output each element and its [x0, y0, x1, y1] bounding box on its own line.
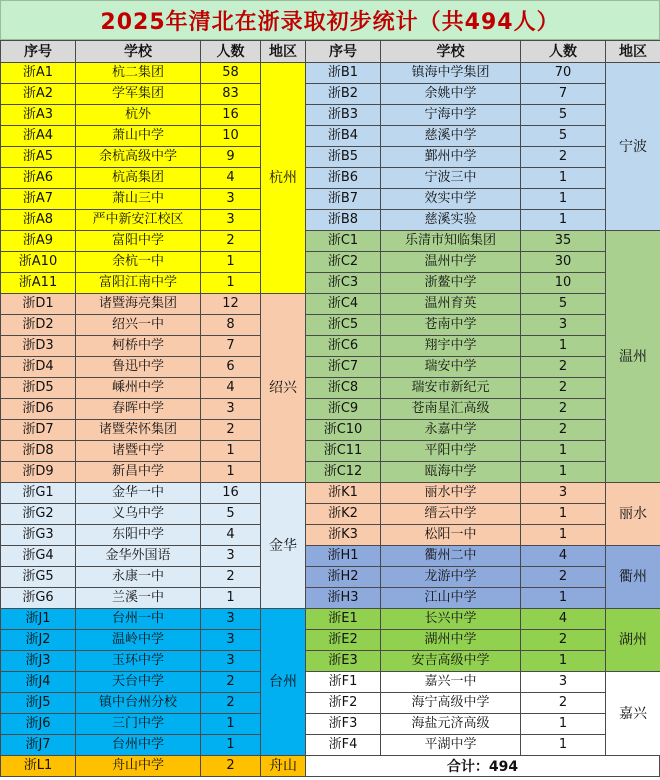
- seq-cell: 浙A7: [1, 189, 76, 210]
- count-cell: 3: [201, 189, 261, 210]
- seq-cell: 浙C9: [306, 399, 381, 420]
- seq-cell: 浙A5: [1, 147, 76, 168]
- school-cell: 春晖中学: [76, 399, 201, 420]
- count-cell: 5: [521, 105, 606, 126]
- table-row: [1, 399, 306, 420]
- school-cell: 柯桥中学: [76, 336, 201, 357]
- count-cell: 4: [201, 378, 261, 399]
- count-cell: 16: [201, 483, 261, 504]
- school-cell: 平湖中学: [381, 735, 521, 756]
- school-cell: 翔宇中学: [381, 336, 521, 357]
- school-cell: 诸暨中学: [76, 441, 201, 462]
- count-cell: 2: [521, 693, 606, 714]
- seq-cell: 浙B5: [306, 147, 381, 168]
- count-cell: 5: [521, 126, 606, 147]
- school-cell: 温州育英: [381, 294, 521, 315]
- school-cell: 严中新安江校区: [76, 210, 201, 231]
- count-cell: 2: [521, 630, 606, 651]
- school-cell: 玉环中学: [76, 651, 201, 672]
- school-cell: 余杭高级中学: [76, 147, 201, 168]
- school-cell: 慈溪实验: [381, 210, 521, 231]
- seq-cell: 浙G5: [1, 567, 76, 588]
- region-cell: 台州: [261, 609, 306, 756]
- seq-cell: 浙C4: [306, 294, 381, 315]
- school-cell: 嘉兴一中: [381, 672, 521, 693]
- table-row: [1, 714, 306, 735]
- table-row: [1, 420, 306, 441]
- seq-cell: 浙G4: [1, 546, 76, 567]
- seq-cell: 浙J2: [1, 630, 76, 651]
- school-cell: 慈溪中学: [381, 126, 521, 147]
- count-cell: 3: [521, 672, 606, 693]
- table-row: [1, 546, 306, 567]
- seq-cell: 浙F2: [306, 693, 381, 714]
- seq-cell: 浙D9: [1, 462, 76, 483]
- school-cell: 学军集团: [76, 84, 201, 105]
- table-row: [1, 231, 306, 252]
- table-row: [1, 84, 306, 105]
- region-cell: 温州: [606, 231, 660, 483]
- table-row: [1, 630, 306, 651]
- school-cell: 平阳中学: [381, 441, 521, 462]
- seq-cell: 浙D6: [1, 399, 76, 420]
- school-cell: 杭高集团: [76, 168, 201, 189]
- seq-cell: 浙A10: [1, 252, 76, 273]
- table-row: [1, 756, 306, 777]
- table-row: [1, 147, 306, 168]
- count-cell: 5: [521, 294, 606, 315]
- left-header-row: [1, 41, 306, 63]
- school-cell: 天台中学: [76, 672, 201, 693]
- table-row: [1, 168, 306, 189]
- region-cell: 金华: [261, 483, 306, 609]
- count-cell: 1: [521, 588, 606, 609]
- school-cell: 海宁高级中学: [381, 693, 521, 714]
- table-row: [1, 693, 306, 714]
- count-cell: 70: [521, 63, 606, 84]
- school-cell: 杭二集团: [76, 63, 201, 84]
- seq-cell: 浙J5: [1, 693, 76, 714]
- table-row: [1, 672, 306, 693]
- count-cell: 1: [201, 462, 261, 483]
- count-cell: 2: [521, 420, 606, 441]
- school-cell: 苍南中学: [381, 315, 521, 336]
- region-cell: 衢州: [606, 546, 660, 609]
- school-cell: 金华一中: [76, 483, 201, 504]
- seq-cell: 浙A3: [1, 105, 76, 126]
- count-cell: 2: [201, 756, 261, 777]
- seq-cell: 浙F3: [306, 714, 381, 735]
- table-row: [306, 672, 660, 693]
- count-cell: 2: [521, 399, 606, 420]
- seq-cell: 浙G6: [1, 588, 76, 609]
- count-cell: 1: [201, 273, 261, 294]
- table-row: [1, 336, 306, 357]
- table-row: [1, 462, 306, 483]
- school-cell: 诸暨荣怀集团: [76, 420, 201, 441]
- count-cell: 3: [201, 609, 261, 630]
- seq-cell: 浙B6: [306, 168, 381, 189]
- table-row: [1, 735, 306, 756]
- count-cell: 1: [521, 441, 606, 462]
- right-header-row: [306, 41, 660, 63]
- seq-cell: 浙H3: [306, 588, 381, 609]
- table-row: [1, 504, 306, 525]
- seq-cell: 浙A1: [1, 63, 76, 84]
- seq-cell: 浙B2: [306, 84, 381, 105]
- school-cell: 兰溪一中: [76, 588, 201, 609]
- table-row: [1, 525, 306, 546]
- count-cell: 2: [521, 357, 606, 378]
- table-row: [1, 105, 306, 126]
- seq-cell: 浙D8: [1, 441, 76, 462]
- seq-cell: 浙G1: [1, 483, 76, 504]
- seq-cell: 浙J3: [1, 651, 76, 672]
- school-cell: 台州中学: [76, 735, 201, 756]
- seq-cell: 浙B7: [306, 189, 381, 210]
- count-cell: 3: [201, 210, 261, 231]
- count-cell: 12: [201, 294, 261, 315]
- count-cell: 1: [521, 210, 606, 231]
- school-cell: 镇中台州分校: [76, 693, 201, 714]
- count-cell: 1: [521, 714, 606, 735]
- count-cell: 3: [201, 651, 261, 672]
- school-cell: 义乌中学: [76, 504, 201, 525]
- school-cell: 宁海中学: [381, 105, 521, 126]
- region-cell: 丽水: [606, 483, 660, 546]
- school-cell: 乐清市知临集团: [381, 231, 521, 252]
- seq-cell: 浙D7: [1, 420, 76, 441]
- school-cell: 江山中学: [381, 588, 521, 609]
- table-row: [306, 63, 660, 84]
- seq-cell: 浙D5: [1, 378, 76, 399]
- count-cell: 3: [201, 399, 261, 420]
- count-cell: 5: [201, 504, 261, 525]
- table-row: [306, 231, 660, 252]
- school-cell: 鲁迅中学: [76, 357, 201, 378]
- count-cell: 1: [201, 588, 261, 609]
- school-cell: 温州中学: [381, 252, 521, 273]
- school-cell: 嵊州中学: [76, 378, 201, 399]
- school-cell: 永康一中: [76, 567, 201, 588]
- count-cell: 2: [521, 147, 606, 168]
- table-row: [1, 63, 306, 84]
- school-cell: 萧山中学: [76, 126, 201, 147]
- count-cell: 2: [521, 378, 606, 399]
- school-cell: 效实中学: [381, 189, 521, 210]
- count-cell: 30: [521, 252, 606, 273]
- seq-cell: 浙A4: [1, 126, 76, 147]
- header-seq: 序号: [306, 41, 381, 63]
- count-cell: 1: [521, 462, 606, 483]
- count-cell: 3: [521, 483, 606, 504]
- count-cell: 3: [201, 630, 261, 651]
- seq-cell: 浙F1: [306, 672, 381, 693]
- school-cell: 衢州二中: [381, 546, 521, 567]
- school-cell: 松阳一中: [381, 525, 521, 546]
- school-cell: 缙云中学: [381, 504, 521, 525]
- count-cell: 1: [521, 504, 606, 525]
- region-cell: 嘉兴: [606, 672, 660, 756]
- table-row: [306, 483, 660, 504]
- count-cell: 1: [521, 168, 606, 189]
- count-cell: 2: [201, 231, 261, 252]
- count-cell: 1: [521, 336, 606, 357]
- school-cell: 安吉高级中学: [381, 651, 521, 672]
- school-cell: 瑞安中学: [381, 357, 521, 378]
- school-cell: 台州一中: [76, 609, 201, 630]
- count-cell: 83: [201, 84, 261, 105]
- table-row: [1, 588, 306, 609]
- school-cell: 苍南星汇高级: [381, 399, 521, 420]
- seq-cell: 浙E2: [306, 630, 381, 651]
- seq-cell: 浙C7: [306, 357, 381, 378]
- school-cell: 丽水中学: [381, 483, 521, 504]
- seq-cell: 浙B8: [306, 210, 381, 231]
- count-cell: 2: [201, 420, 261, 441]
- count-cell: 2: [201, 693, 261, 714]
- count-cell: 2: [201, 672, 261, 693]
- table-row: [306, 546, 660, 567]
- count-cell: 1: [521, 735, 606, 756]
- school-cell: 鄞州中学: [381, 147, 521, 168]
- table-row: [1, 378, 306, 399]
- count-cell: 3: [521, 315, 606, 336]
- seq-cell: 浙A8: [1, 210, 76, 231]
- table-row: [1, 252, 306, 273]
- count-cell: 6: [201, 357, 261, 378]
- seq-cell: 浙B1: [306, 63, 381, 84]
- seq-cell: 浙C1: [306, 231, 381, 252]
- table-row: [1, 483, 306, 504]
- region-cell: 绍兴: [261, 294, 306, 483]
- seq-cell: 浙K2: [306, 504, 381, 525]
- table-row: [1, 357, 306, 378]
- count-cell: 7: [201, 336, 261, 357]
- count-cell: 58: [201, 63, 261, 84]
- school-cell: 长兴中学: [381, 609, 521, 630]
- seq-cell: 浙B3: [306, 105, 381, 126]
- school-cell: 杭外: [76, 105, 201, 126]
- school-cell: 宁波三中: [381, 168, 521, 189]
- seq-cell: 浙A9: [1, 231, 76, 252]
- count-cell: 10: [521, 273, 606, 294]
- seq-cell: 浙D1: [1, 294, 76, 315]
- seq-cell: 浙C5: [306, 315, 381, 336]
- count-cell: 1: [201, 252, 261, 273]
- seq-cell: 浙D3: [1, 336, 76, 357]
- count-cell: 9: [201, 147, 261, 168]
- table-row: [1, 441, 306, 462]
- count-cell: 4: [201, 525, 261, 546]
- table-row: [306, 609, 660, 630]
- table-row: [1, 210, 306, 231]
- school-cell: 诸暨海亮集团: [76, 294, 201, 315]
- region-cell: 湖州: [606, 609, 660, 672]
- school-cell: 金华外国语: [76, 546, 201, 567]
- school-cell: 余姚中学: [381, 84, 521, 105]
- table-row: [1, 567, 306, 588]
- table-row: [1, 126, 306, 147]
- school-cell: 萧山三中: [76, 189, 201, 210]
- seq-cell: 浙F4: [306, 735, 381, 756]
- seq-cell: 浙G2: [1, 504, 76, 525]
- count-cell: 3: [201, 546, 261, 567]
- right-table: [305, 40, 660, 756]
- count-cell: 2: [201, 567, 261, 588]
- header-school: 学校: [76, 41, 201, 63]
- table-row: [1, 189, 306, 210]
- seq-cell: 浙A6: [1, 168, 76, 189]
- region-cell: 舟山: [261, 756, 306, 777]
- seq-cell: 浙K1: [306, 483, 381, 504]
- school-cell: 舟山中学: [76, 756, 201, 777]
- table-row: [1, 315, 306, 336]
- seq-cell: 浙C6: [306, 336, 381, 357]
- seq-cell: 浙G3: [1, 525, 76, 546]
- school-cell: 新昌中学: [76, 462, 201, 483]
- seq-cell: 浙C11: [306, 441, 381, 462]
- header-count: 人数: [521, 41, 606, 63]
- count-cell: 1: [521, 525, 606, 546]
- seq-cell: 浙C10: [306, 420, 381, 441]
- title-text: 2025年清北在浙录取初步统计（共494人）: [100, 9, 560, 35]
- count-cell: 10: [201, 126, 261, 147]
- school-cell: 东阳中学: [76, 525, 201, 546]
- table-row: [1, 273, 306, 294]
- seq-cell: 浙J4: [1, 672, 76, 693]
- count-cell: 1: [201, 714, 261, 735]
- seq-cell: 浙K3: [306, 525, 381, 546]
- school-cell: 龙游中学: [381, 567, 521, 588]
- page-title: [0, 0, 660, 40]
- school-cell: 镇海中学集团: [381, 63, 521, 84]
- seq-cell: 浙L1: [1, 756, 76, 777]
- school-cell: 湖州中学: [381, 630, 521, 651]
- count-cell: 8: [201, 315, 261, 336]
- count-cell: 4: [521, 546, 606, 567]
- count-cell: 4: [201, 168, 261, 189]
- region-cell: 杭州: [261, 63, 306, 294]
- seq-cell: 浙D4: [1, 357, 76, 378]
- count-cell: 35: [521, 231, 606, 252]
- count-cell: 7: [521, 84, 606, 105]
- header-school: 学校: [381, 41, 521, 63]
- seq-cell: 浙J6: [1, 714, 76, 735]
- school-cell: 浙鳌中学: [381, 273, 521, 294]
- count-cell: 4: [521, 609, 606, 630]
- header-region: 地区: [261, 41, 306, 63]
- count-cell: 16: [201, 105, 261, 126]
- count-cell: 1: [201, 441, 261, 462]
- seq-cell: 浙E1: [306, 609, 381, 630]
- seq-cell: 浙A2: [1, 84, 76, 105]
- seq-cell: 浙C12: [306, 462, 381, 483]
- count-cell: 2: [521, 567, 606, 588]
- seq-cell: 浙C8: [306, 378, 381, 399]
- school-cell: 温岭中学: [76, 630, 201, 651]
- seq-cell: 浙J7: [1, 735, 76, 756]
- school-cell: 海盐元济高级: [381, 714, 521, 735]
- school-cell: 余杭一中: [76, 252, 201, 273]
- school-cell: 瓯海中学: [381, 462, 521, 483]
- school-cell: 绍兴一中: [76, 315, 201, 336]
- count-cell: 1: [201, 735, 261, 756]
- seq-cell: 浙A11: [1, 273, 76, 294]
- region-cell: 宁波: [606, 63, 660, 231]
- table-row: [1, 294, 306, 315]
- seq-cell: 浙B4: [306, 126, 381, 147]
- table-row: [1, 609, 306, 630]
- header-seq: 序号: [1, 41, 76, 63]
- header-region: 地区: [606, 41, 660, 63]
- school-cell: 三门中学: [76, 714, 201, 735]
- seq-cell: 浙H2: [306, 567, 381, 588]
- table-row: [1, 651, 306, 672]
- seq-cell: 浙D2: [1, 315, 76, 336]
- school-cell: 富阳中学: [76, 231, 201, 252]
- count-cell: 1: [521, 189, 606, 210]
- school-cell: 富阳江南中学: [76, 273, 201, 294]
- seq-cell: 浙C3: [306, 273, 381, 294]
- left-table: [0, 40, 306, 777]
- seq-cell: 浙J1: [1, 609, 76, 630]
- total-label: 合计：494: [305, 755, 660, 777]
- seq-cell: 浙C2: [306, 252, 381, 273]
- seq-cell: 浙H1: [306, 546, 381, 567]
- count-cell: 1: [521, 651, 606, 672]
- header-count: 人数: [201, 41, 261, 63]
- seq-cell: 浙E3: [306, 651, 381, 672]
- school-cell: 瑞安市新纪元: [381, 378, 521, 399]
- school-cell: 永嘉中学: [381, 420, 521, 441]
